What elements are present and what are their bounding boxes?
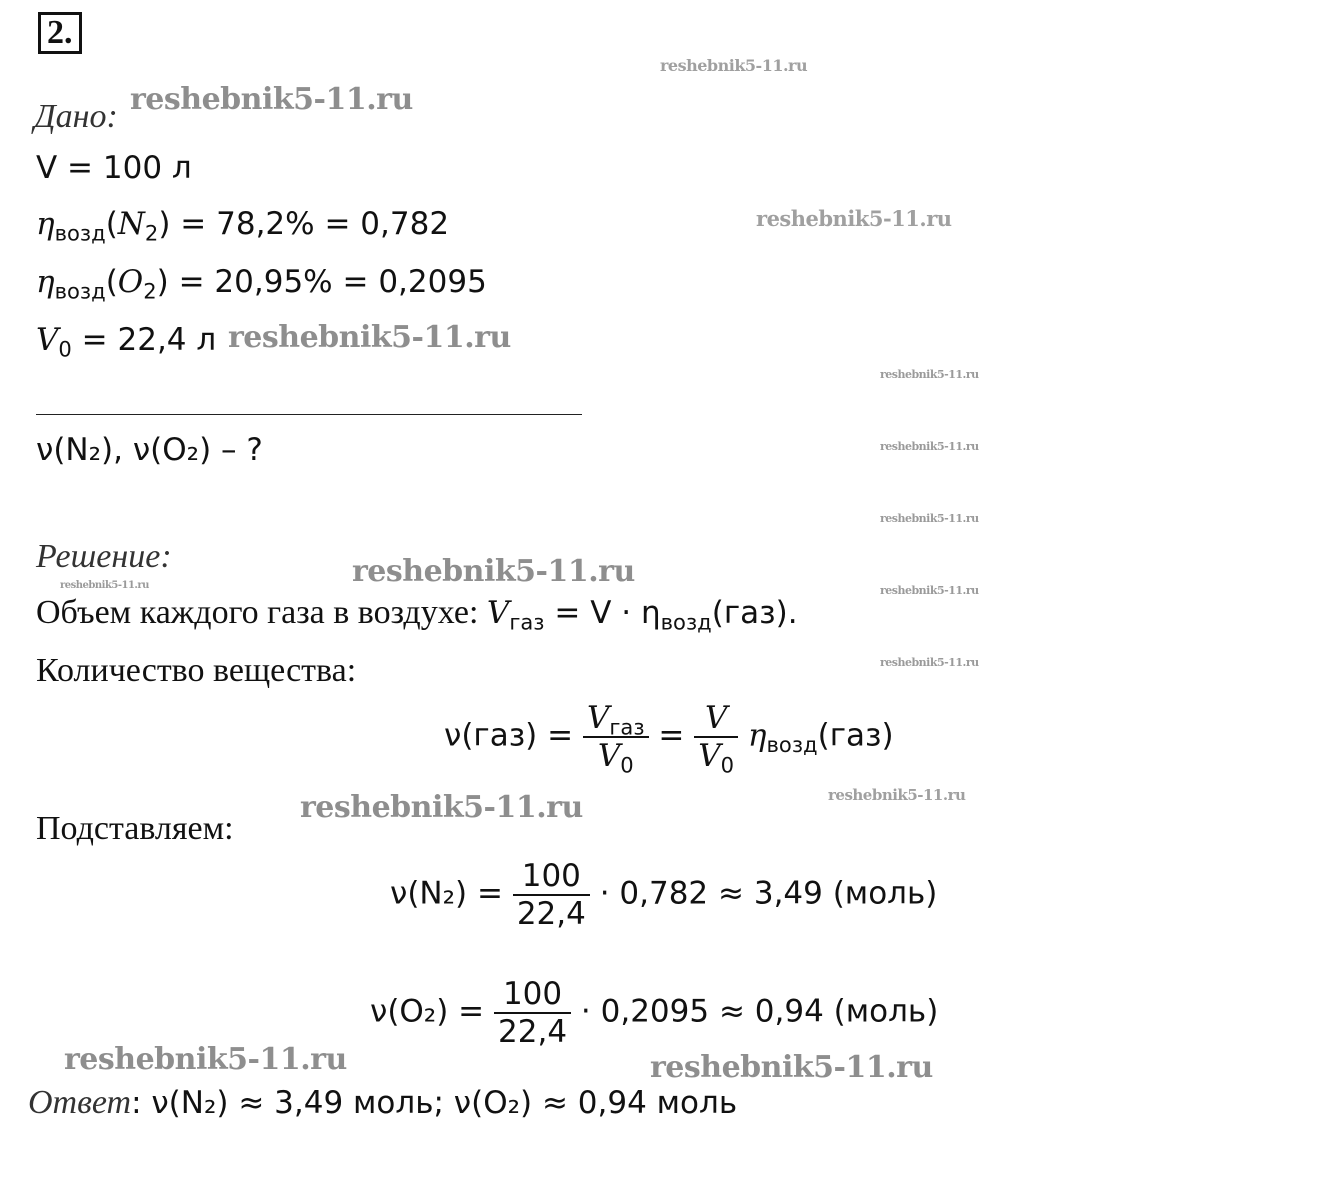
watermark: reshebnik5-11.ru [828, 786, 966, 804]
general-formula: ν(газ) = $\frac{V_{газ}}{V_0}$ = $\frac{V}{V_0}$ $\eta_{возд}(газ)$ [444, 700, 894, 778]
given-label: Дано: [34, 98, 118, 135]
fraction-v-v0: $\frac{V}{V_0}$ [694, 700, 738, 774]
watermark: reshebnik5-11.ru [352, 554, 635, 589]
given-volume: V = 100 л [36, 150, 192, 186]
solution-line-1: Объем каждого газа в воздухе: $V_{газ} = V \cdot \eta_{возд}(газ)$. [36, 594, 798, 635]
watermark: reshebnik5-11.ru [650, 1050, 933, 1085]
find-line: ν(N₂), ν(O₂) – ? [36, 432, 263, 468]
solution-line-2: Количество вещества: [36, 652, 357, 689]
watermark: reshebnik5-11.ru [130, 82, 413, 117]
fraction-100-22-4-n2: $\frac{100}{22,4}$ [513, 858, 590, 932]
given-v0: $V_0 = 22,4$ л [36, 322, 217, 362]
calc-n2: ν(N₂) = $\frac{100}{22,4}$ · 0,782 ≈ 3,49 (моль) [390, 858, 938, 932]
watermark: reshebnik5-11.ru [880, 368, 979, 381]
watermark: reshebnik5-11.ru [756, 206, 952, 231]
given-eta-n2: $\eta_{возд}(N_2) = 78,2\% = 0,782$ [36, 206, 450, 246]
answer-line [28, 1084, 737, 1122]
watermark: reshebnik5-11.ru [880, 512, 979, 525]
fraction-100-22-4-o2: $\frac{100}{22,4}$ [494, 976, 571, 1050]
given-separator [36, 414, 582, 415]
watermark: reshebnik5-11.ru [60, 580, 149, 591]
watermark: reshebnik5-11.ru [880, 440, 979, 453]
watermark: reshebnik5-11.ru [880, 584, 979, 597]
given-eta-o2: $\eta_{возд}(O_2) = 20,95\% = 0,2095$ [36, 264, 487, 304]
calc-o2: ν(O₂) = $\frac{100}{22,4}$ · 0,2095 ≈ 0,94 (моль) [370, 976, 939, 1050]
watermark: reshebnik5-11.ru [660, 56, 808, 75]
fraction-vgas-v0: $\frac{V_{газ}}{V_0}$ [583, 700, 649, 774]
watermark: reshebnik5-11.ru [64, 1042, 347, 1077]
watermark: reshebnik5-11.ru [880, 656, 979, 669]
solution-line-3: Подставляем: [36, 810, 234, 847]
watermark: reshebnik5-11.ru [300, 790, 583, 825]
answer-label: Ответ [28, 1084, 132, 1121]
watermark: reshebnik5-11.ru [228, 320, 511, 355]
answer-text: : ν(N₂) ≈ 3,49 моль; ν(O₂) ≈ 0,94 моль [131, 1085, 738, 1121]
solution-label: Решение: [36, 538, 172, 575]
problem-number: 2. [38, 12, 82, 54]
